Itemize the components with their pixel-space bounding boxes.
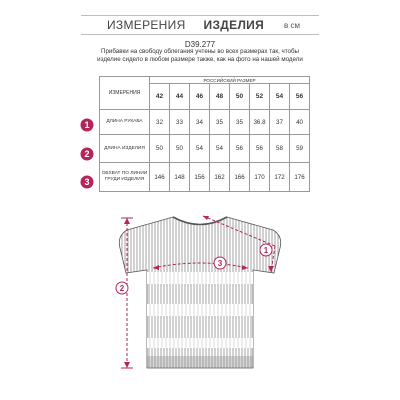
table-cell: 172	[270, 163, 290, 192]
table-row	[100, 163, 310, 192]
table-cell: 156	[190, 163, 210, 192]
table-cell: 50	[150, 135, 170, 163]
header-title-part2: ИЗДЕЛИЯ	[203, 18, 265, 32]
table-cell: 170	[250, 163, 270, 192]
table-cell: 162	[210, 163, 230, 192]
table-cell: 50	[170, 135, 190, 163]
size-header: 42	[150, 84, 170, 110]
table-cell: 32	[150, 110, 170, 135]
table-cell: 35	[230, 110, 250, 135]
page-header	[81, 15, 319, 35]
marker-2-badge	[80, 147, 94, 161]
row-label: ДЛИНА ИЗДЕЛИЯ	[100, 135, 150, 163]
header-title-part1: ИЗМЕРЕНИЯ	[107, 18, 186, 32]
size-header: 56	[290, 84, 310, 110]
size-table	[99, 76, 310, 192]
table-cell: 58	[270, 135, 290, 163]
sweater-shape	[119, 217, 280, 368]
marker-2-number: 2	[84, 149, 90, 159]
table-row	[100, 110, 310, 135]
table-cell: 54	[210, 135, 230, 163]
table-cell: 35	[210, 110, 230, 135]
size-header: 46	[190, 84, 210, 110]
size-system-header: РОССИЙСКИЙ РАЗМЕР	[150, 77, 310, 84]
row-label: ДЛИНА РУКАВА	[100, 110, 150, 135]
marker-3-diagram-number: 3	[217, 259, 223, 268]
table-row	[100, 135, 310, 163]
size-header: 54	[270, 84, 290, 110]
marker-2-diagram-number: 2	[119, 284, 125, 293]
table-cell: 37	[270, 110, 290, 135]
table-cell: 36.8	[250, 110, 270, 135]
table-cell: 146	[150, 163, 170, 192]
header-unit: в см	[284, 20, 300, 30]
marker-1-number: 1	[84, 120, 90, 130]
marker-3-number: 3	[84, 177, 90, 187]
table-cell: 40	[290, 110, 310, 135]
row-label: ОБХВАТ ПО ЛИНИИ ГРУДИ ИЗДЕЛИЯ	[100, 163, 150, 192]
size-header: 52	[250, 84, 270, 110]
table-cell: 34	[190, 110, 210, 135]
size-header: 44	[170, 84, 190, 110]
table-cell: 148	[170, 163, 190, 192]
product-code: D39.277	[184, 40, 216, 49]
table-cell: 166	[230, 163, 250, 192]
size-chart-sheet	[73, 0, 327, 400]
table-cell: 56	[250, 135, 270, 163]
size-header: 50	[230, 84, 250, 110]
size-header: 48	[210, 84, 230, 110]
garment-measurement-diagram	[73, 208, 327, 400]
table-cell: 54	[190, 135, 210, 163]
marker-1-diagram-number: 1	[263, 246, 269, 255]
marker-1-badge	[80, 118, 94, 132]
fit-note: Прибавки на свободу облегания учтены во всех размерах так, чтобы изделие сидело в любом размере также, как на фото на нашей модели	[97, 48, 303, 63]
table-cell: 33	[170, 110, 190, 135]
table-corner-label: ИЗМЕРЕНИЯ	[100, 77, 150, 110]
table-cell: 176	[290, 163, 310, 192]
table-cell: 56	[230, 135, 250, 163]
table-cell: 59	[290, 135, 310, 163]
marker-3-badge	[80, 175, 94, 189]
